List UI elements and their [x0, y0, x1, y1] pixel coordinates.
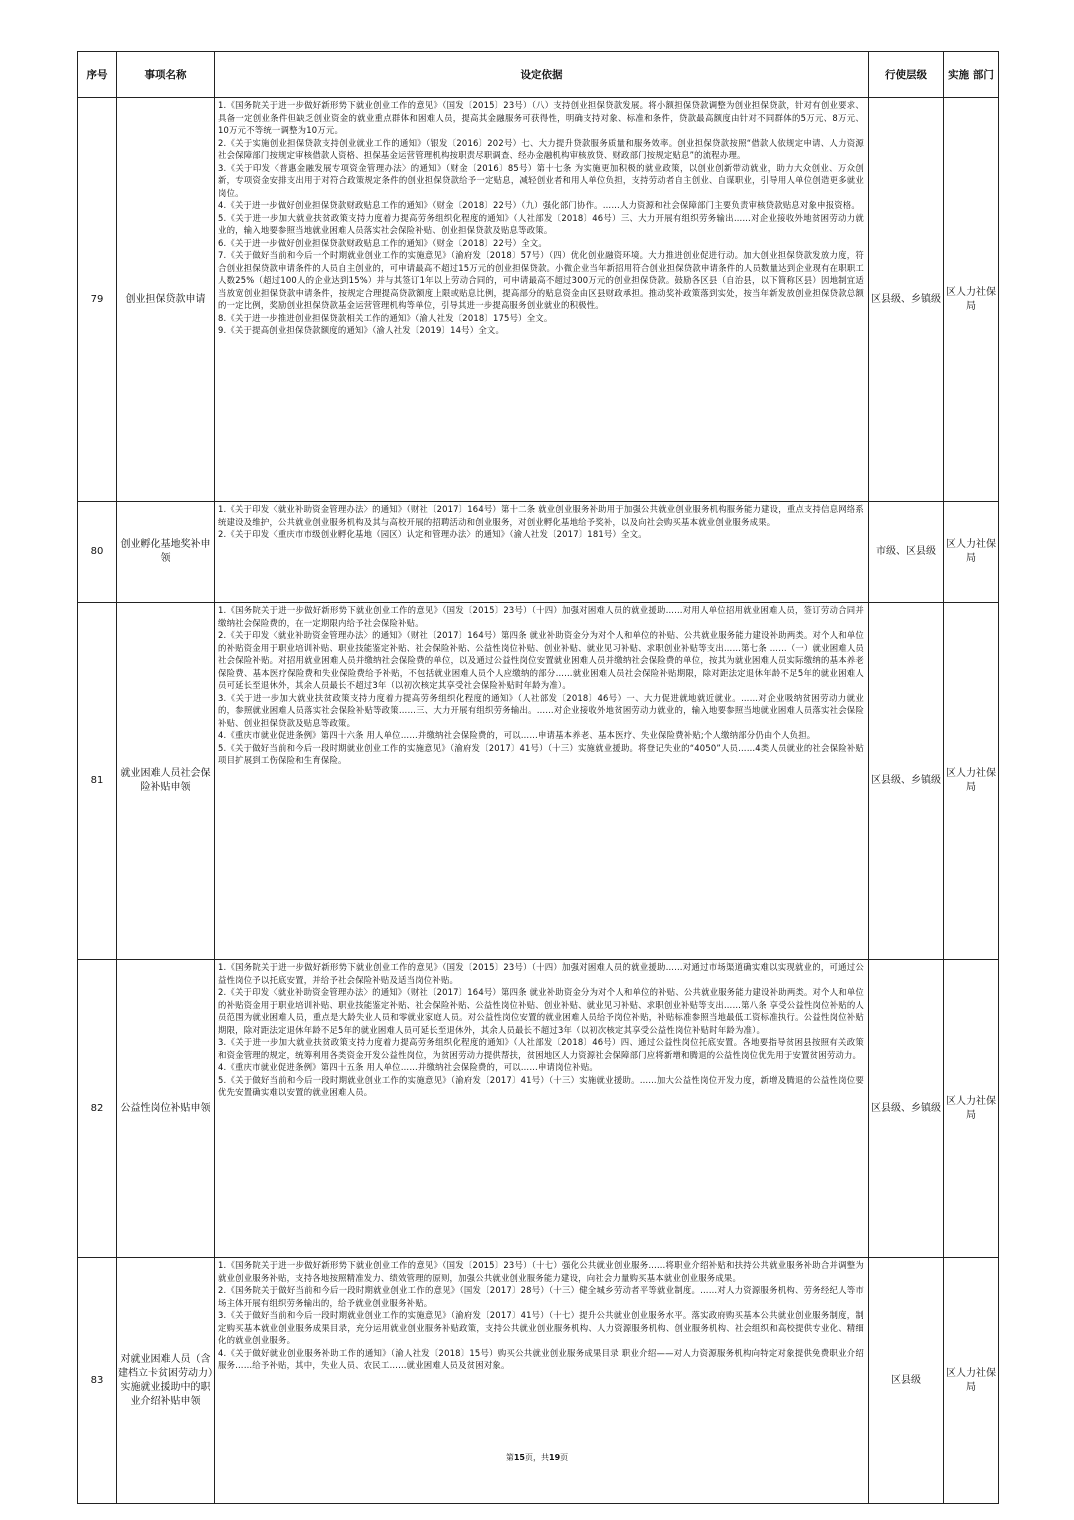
- page-footer: [0, 1452, 1074, 1463]
- table-row: [78, 960, 999, 1258]
- row-seq: 82: [78, 960, 117, 1258]
- footer-suffix: 页: [560, 1453, 569, 1462]
- basis-text: [215, 98, 868, 337]
- row-dept: 区人力社保局: [944, 1258, 999, 1504]
- basis-paragraph: 4.《重庆市就业促进条例》第四十六条 用人单位……并缴纳社会保险费的，可以……申请基本养老、基本医疗、失业保险费补贴;个人缴纳部分仍由个人负担。: [218, 730, 816, 740]
- row-level: 市级、区县级: [869, 502, 944, 603]
- row-item-name: 创业担保贷款申请: [117, 98, 215, 502]
- row-seq: 79: [78, 98, 117, 502]
- table-header-row: [78, 52, 999, 98]
- basis-text: [215, 502, 868, 541]
- row-basis: [215, 960, 869, 1258]
- row-dept: 区人力社保局: [944, 603, 999, 960]
- basis-paragraph: 4.《关于做好就业创业服务补助工作的通知》（渝人社发〔2018〕15号）购买公共就业创业服务成果目录 职业介绍——对人力资源服务机构向特定对象提供免费职业介绍服务……给予补贴，其中，失业人员、农民工……就业困难人员及贫困对象。: [218, 1347, 864, 1370]
- basis-text: [215, 603, 868, 767]
- header-dept: 实施 部门: [944, 52, 999, 98]
- basis-paragraph: 9.《关于提高创业担保贷款额度的通知》（渝人社发〔2019〕14号）全文。: [218, 325, 505, 335]
- basis-text: [215, 960, 868, 1099]
- basis-paragraph: 2.《关于印发〈就业补助资金管理办法〉的通知》（财社〔2017〕164号）第四条 就业补助资金分为对个人和单位的补贴、公共就业服务能力建设补助两类。对个人和单位的补贴资金用于职业培训补贴、职业技能鉴定补贴、社会保险补贴、公益性岗位补贴、创业补贴、就业见习补贴、求职创业补贴等支出……第七条 ……（一）就业困难人员社会保险补贴。对招用就业困难人员并缴纳社会保险费的单位，以及通过公益性岗位安置就业困难人员并缴纳社会保险费的单位，按其为就业困难人员实际缴纳的基本养老保险费、基本医疗保险费和失业保险费给予补贴，不包括就业困难人员个人应缴纳的部分……就业困难人员社会保险补贴期限，除对距法定退休年龄不足5年的就业困难人员可延长至退休外，其余人员最长不超过3年（以初次核定其享受社会保险补贴时年龄为准）。: [218, 630, 865, 690]
- row-item-name: 就业困难人员社会保险补贴申领: [117, 603, 215, 960]
- basis-paragraph: 6.《关于进一步做好创业担保贷款财政贴息工作的通知》（财金〔2018〕22号）全文。: [218, 237, 547, 248]
- row-basis: [215, 502, 869, 603]
- basis-paragraph: 3.《关于印发〈普惠金融发展专项资金管理办法〉的通知》（财金〔2016〕85号）第十七条 为实施更加积极的就业政策，以创业创新带动就业，助力大众创业、万众创新，专项资金安排支出用于对符合政策规定条件的创业担保贷款给予一定贴息，减轻创业者和用人单位负担，支持劳动者自主创业、自谋职业，引导用人单位创造更多就业岗位。: [218, 162, 864, 198]
- basis-paragraph: 5.《关于做好当前和今后一段时期就业创业工作的实施意见》（渝府发〔2017〕41号）（十三）实施就业援助。将登记失业的“4050”人员……4类人员就业的社会保险补贴项目扩展到工伤保险和生育保险。: [218, 742, 864, 765]
- row-dept: 区人力社保局: [944, 502, 999, 603]
- basis-paragraph: 1.《国务院关于进一步做好新形势下就业创业工作的意见》（国发〔2015〕23号）（十四）加强对困难人员的就业援助……对用人单位招用就业困难人员，签订劳动合同并缴纳社会保险费的，在一定期限内给予社会保险补贴。: [218, 605, 864, 628]
- basis-paragraph: 5.《关于进一步加大就业扶贫政策支持力度着力提高劳务组织化程度的通知》（人社部发〔2018〕46号）三、大力开展有组织劳务输出……对企业接收外地贫困劳动力就业的，输入地要参照当地就业困难人员落实社会保险补贴、创业担保贷款及贴息等政策。: [218, 212, 864, 235]
- basis-paragraph: 2.《关于印发〈就业补助资金管理办法〉的通知》（财社〔2017〕164号）第四条 就业补助资金分为对个人和单位的补贴、公共就业服务能力建设补助两类。对个人和单位的补贴资金用于职业培训补贴、职业技能鉴定补贴、社会保险补贴、公益性岗位补贴、创业补贴、就业见习补贴、求职创业补贴等支出……第八条 享受公益性岗位补贴的人员范围为就业困难人员，重点是大龄失业人员和零就业家庭人员。对公益性岗位安置的就业困难人员给予岗位补贴，补贴标准参照当地最低工资标准执行。公益性岗位补贴期限，除对距法定退休年龄不足5年的就业困难人员可延长至退休外，其余人员最长不超过3年（以初次核定其享受公益性岗位补贴时年龄为准）。: [218, 987, 865, 1035]
- basis-paragraph: 1.《国务院关于进一步做好新形势下就业创业工作的意见》（国发〔2015〕23号）（十四）加强对困难人员的就业援助……对通过市场渠道确实难以实现就业的，可通过公益性岗位予以托底安置，并给予社会保险补贴及适当岗位补贴。: [218, 962, 864, 985]
- matters-table: [77, 51, 999, 1504]
- row-item-name: 对就业困难人员（含建档立卡贫困劳动力）实施就业援助中的职业介绍补贴申领: [117, 1258, 215, 1504]
- basis-paragraph: 7.《关于做好当前和今后一个时期就业创业工作的实施意见》（渝府发〔2018〕57号）（四）优化创业融资环境。大力推进创业促进行动。加大创业担保贷款发放力度，符合创业担保贷款申请条件的人员自主创业的，可申请最高不超过15万元的创业担保贷款。小微企业当年新招用符合创业担保贷款申请条件的人员数量达到企业现有在职职工人数25%（超过100人的企业达到15%）并与其签订1年以上劳动合同的，可申请最高不超过300万元的创业担保贷款。鼓励各区县（自治县，以下简称区县）因地制宜适当放宽创业担保贷款申请条件，按规定合理提高贷款额度上限或贴息比例，提高部分的贴息资金由区县财政承担。推动奖补政策落到实处，按当年新发放创业担保贷款总额的一定比例，奖励创业担保贷款基金运营管理机构等单位，引导其进一步提高服务创业就业的积极性。: [218, 250, 864, 310]
- footer-prefix: 第: [505, 1453, 514, 1462]
- basis-paragraph: 3.《关于进一步加大就业扶贫政策支持力度着力提高劳务组织化程度的通知》（人社部发〔2018〕46号）四、通过公益性岗位托底安置。各地要指导贫困县按照有关政策和资金管理的规定，统筹利用各类资金开发公益性岗位，为贫困劳动力提供帮扶，贫困地区人力资源社会保障部门应将新增和腾退的公益性岗位优先用于安置贫困劳动力。: [218, 1037, 864, 1060]
- row-basis: [215, 98, 869, 502]
- footer-total-pages: 19: [549, 1453, 561, 1462]
- table-row: [78, 1258, 999, 1504]
- row-level: 区县级、乡镇级: [869, 960, 944, 1258]
- footer-page-number: 15: [513, 1453, 525, 1462]
- header-item-name: 事项名称: [117, 52, 215, 98]
- basis-paragraph: 4.《关于进一步做好创业担保贷款财政贴息工作的通知》（财金〔2018〕22号）（九）强化部门协作。……人力资源和社会保障部门主要负责审核贷款贴息对象申报资格。: [218, 200, 860, 210]
- basis-paragraph: 3.《关于做好当前和今后一段时期就业创业工作的实施意见》（渝府发〔2017〕41号）（十七）提升公共就业创业服务水平。落实政府购买基本公共就业创业服务制度，制定购买基本就业创业服务成果目录，充分运用就业创业服务补贴政策，支持公共就业创业服务机构、人力资源服务机构、创业服务机构、社会组织和高校提供专业化、精细化的就业创业服务。: [218, 1310, 864, 1345]
- header-basis: 设定依据: [215, 52, 869, 98]
- basis-paragraph: 1.《关于印发〈就业补助资金管理办法〉的通知》（财社〔2017〕164号）第十二条 就业创业服务补助用于加强公共就业创业服务机构服务能力建设，重点支持信息网络系统建设及维护，公共就业创业服务机构及其与高校开展的招聘活动和创业服务，对创业孵化基地给予奖补，以及向社会购买基本就业创业服务成果。: [218, 504, 865, 527]
- row-basis: [215, 603, 869, 960]
- basis-paragraph: 5.《关于做好当前和今后一段时期就业创业工作的实施意见》（渝府发〔2017〕41号）（十三）实施就业援助。……加大公益性岗位开发力度，新增及腾退的公益性岗位要优先安置确实难以安置的就业困难人员。: [218, 1074, 864, 1097]
- header-level: 行使层级: [869, 52, 944, 98]
- row-dept: 区人力社保局: [944, 960, 999, 1258]
- header-seq: 序号: [78, 52, 117, 98]
- basis-paragraph: 1.《国务院关于进一步做好新形势下就业创业工作的意见》（国发〔2015〕23号）（八）支持创业担保贷款发展。将小额担保贷款调整为创业担保贷款，针对有创业要求、具备一定创业条件但缺乏创业资金的就业重点群体和困难人员，提高其金融服务可获得性，明确支持对象、标准和条件，贷款最高额度由针对不同群体的5万元、8万元、10万元不等统一调整为10万元。: [218, 100, 864, 135]
- row-item-name: 公益性岗位补贴申领: [117, 960, 215, 1258]
- table-row: [78, 98, 999, 502]
- table-row: [78, 502, 999, 603]
- row-seq: 83: [78, 1258, 117, 1504]
- basis-paragraph: 3.《关于进一步加大就业扶贫政策支持力度着力提高劳务组织化程度的通知》（人社部发〔2018〕46号）一、大力促进就地就近就业。……对企业吸纳贫困劳动力就业的，参照就业困难人员落实社会保险补贴等政策……三、大力开展有组织劳务输出。……对企业接收外地贫困劳动力就业的，输入地要参照当地就业困难人员落实社会保险补贴、创业担保贷款及贴息等政策。: [218, 692, 864, 728]
- row-item-name: 创业孵化基地奖补申领: [117, 502, 215, 603]
- basis-text: [215, 1258, 868, 1372]
- row-seq: 80: [78, 502, 117, 603]
- row-dept: 区人力社保局: [944, 98, 999, 502]
- row-seq: 81: [78, 603, 117, 960]
- basis-paragraph: 8.《关于进一步推进创业担保贷款相关工作的通知》（渝人社发〔2018〕175号）全文。: [218, 312, 553, 323]
- row-basis: [215, 1258, 869, 1504]
- basis-paragraph: 1.《国务院关于进一步做好新形势下就业创业工作的意见》（国发〔2015〕23号）（十七）强化公共就业创业服务……将职业介绍补贴和扶持公共就业服务补助合并调整为就业创业服务补贴，支持各地按照精准发力、绩效管理的原则，加强公共就业创业服务能力建设，向社会力量购买基本就业创业服务成果。: [218, 1260, 864, 1283]
- row-level: 区县级、乡镇级: [869, 98, 944, 502]
- table-row: [78, 603, 999, 960]
- basis-paragraph: 2.《关于实施创业担保贷款支持创业就业工作的通知》（银发〔2016〕202号）七、大力提升贷款服务质量和服务效率。创业担保贷款按照“借款人依规定申请、人力资源社会保障部门按规定审核借款人资格、担保基金运营管理机构按职责尽职调查、经办金融机构审核放贷、财政部门按规定贴息”的流程办理。: [218, 137, 864, 160]
- row-level: 区县级: [869, 1258, 944, 1504]
- basis-paragraph: 2.《国务院关于做好当前和今后一段时期就业创业工作的意见》（国发〔2017〕28号）（十三）健全城乡劳动者平等就业制度。……对人力资源服务机构、劳务经纪人等市场主体开展有组织劳务输出的，给予就业创业服务补贴。: [218, 1285, 864, 1308]
- basis-paragraph: 4.《重庆市就业促进条例》第四十五条 用人单位……并缴纳社会保险费的，可以……申请岗位补贴。: [218, 1062, 598, 1072]
- basis-paragraph: 2.《关于印发〈重庆市市级创业孵化基地（园区）认定和管理办法〉的通知》（渝人社发〔2017〕181号）全文。: [218, 529, 647, 539]
- row-level: 区县级、乡镇级: [869, 603, 944, 960]
- footer-middle: 页，共: [525, 1453, 549, 1462]
